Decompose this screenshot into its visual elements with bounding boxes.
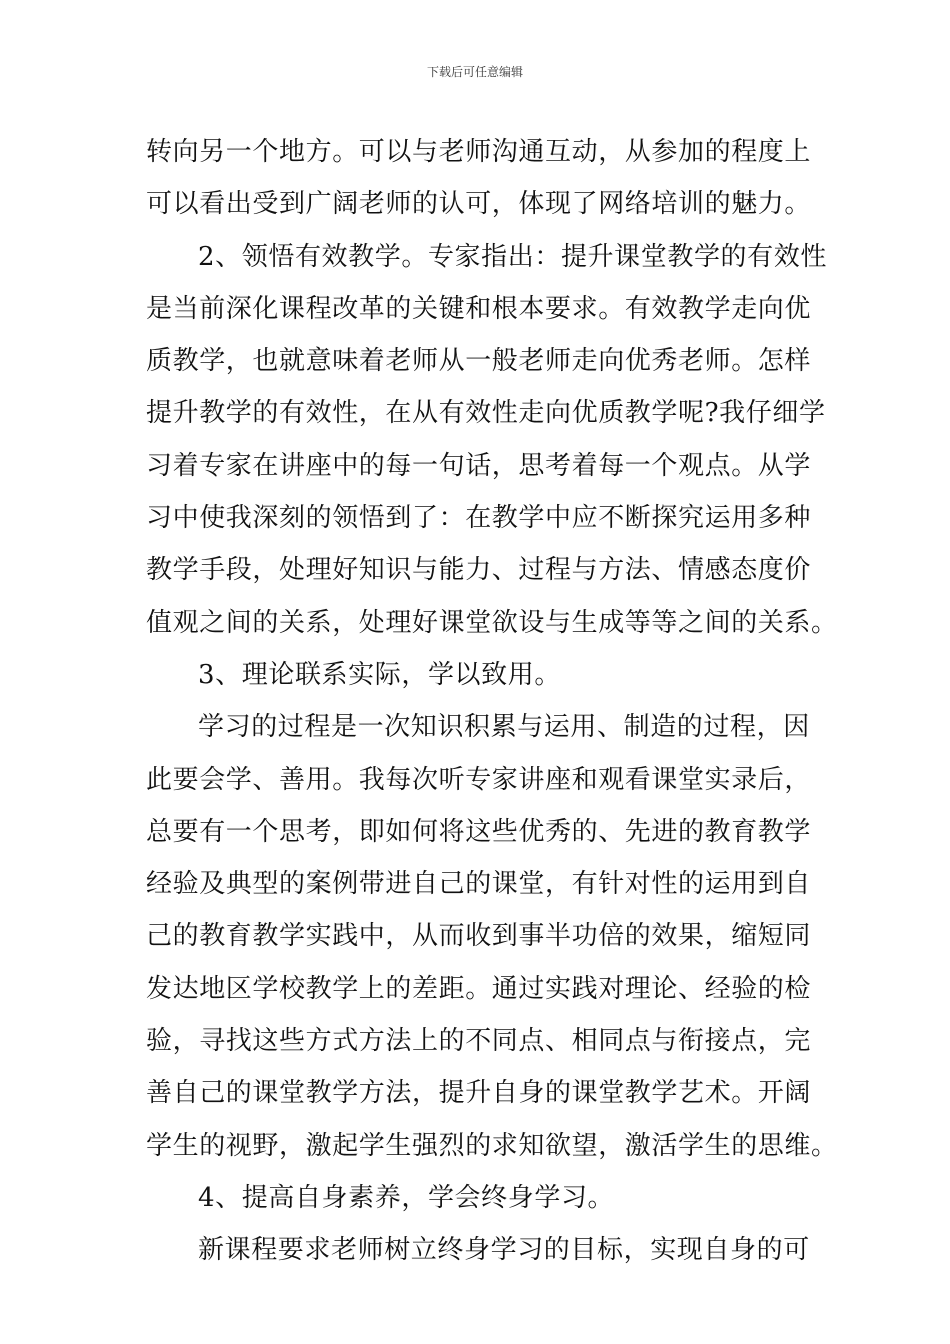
page-header-note: 下载后可任意编辑 [426, 65, 523, 79]
text-line: 教学手段，处理好知识与能力、过程与方法、情感态度价 [146, 555, 812, 586]
text-line: 验，寻找这些方式方法上的不同点、相同点与衔接点，完 [146, 1026, 812, 1057]
text-line: 学习的过程是一次知识积累与运用、制造的过程，因 [198, 712, 810, 743]
text-line: 是当前深化课程改革的关键和根本要求。有效教学走向优 [146, 293, 812, 324]
text-line: 4、提高自身素养，学会终身学习。 [198, 1182, 615, 1213]
text-line: 习中使我深刻的领悟到了：在教学中应不断探究运用多种 [146, 503, 812, 534]
text-line: 善自己的课堂教学方法，提升自身的课堂教学艺术。开阔 [146, 1078, 812, 1109]
text-line: 可以看出受到广阔老师的认可，体现了网络培训的魅力。 [146, 189, 812, 220]
text-line: 经验及典型的案例带进自己的课堂，有针对性的运用到自 [146, 869, 812, 900]
text-line: 提升教学的有效性，在从有效性走向优质教学呢?我仔细学 [146, 398, 826, 429]
text-line: 新课程要求老师树立终身学习的目标，实现自身的可 [198, 1235, 810, 1266]
text-line: 质教学，也就意味着老师从一般老师走向优秀老师。怎样 [146, 346, 812, 377]
text-line: 己的教育教学实践中，从而收到事半功倍的效果，缩短同 [146, 921, 812, 952]
text-line: 值观之间的关系，处理好课堂欲设与生成等等之间的关系。 [146, 607, 838, 638]
text-line: 习着专家在讲座中的每一句话，思考着每一个观点。从学 [146, 450, 812, 481]
text-line: 此要会学、善用。我每次听专家讲座和观看课堂实录后， [146, 764, 812, 795]
text-line: 发达地区学校教学上的差距。通过实践对理论、经验的检 [146, 973, 812, 1004]
text-line: 3、理论联系实际，学以致用。 [198, 659, 561, 690]
text-line: 学生的视野，激起学生强烈的求知欲望，激活学生的思维。 [146, 1130, 838, 1161]
text-line: 2、领悟有效教学。专家指出：提升课堂教学的有效性 [198, 241, 827, 272]
document-body [146, 126, 838, 1277]
text-line: 转向另一个地方。可以与老师沟通互动，从参加的程度上 [146, 137, 812, 167]
text-line: 总要有一个思考，即如何将这些优秀的、先进的教育教学 [146, 816, 812, 847]
